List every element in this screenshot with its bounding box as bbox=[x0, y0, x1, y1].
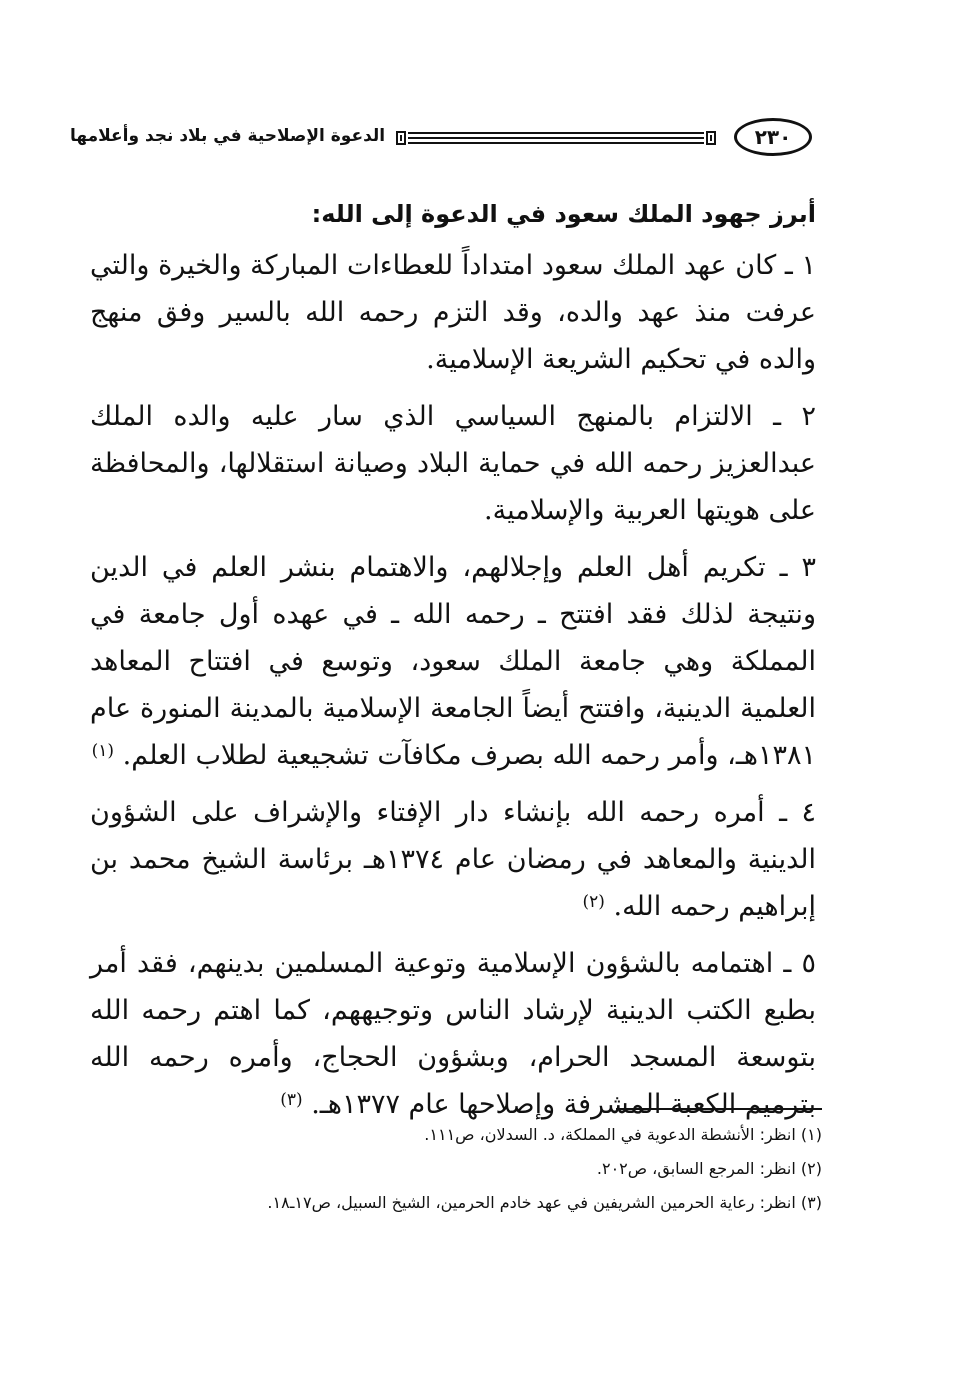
section-heading: أبرز جهود الملك سعود في الدعوة إلى الله: bbox=[311, 200, 816, 228]
paragraph-text: ٥ ـ اهتمامه بالشؤون الإسلامية وتوعية المسلمين بدينهم، فقد أمر بطبع الكتب الدينية لإرشاد الناس وتوجيههم، كما اهتم رحمه الله بتوسعة المسجد الحرام، وبشؤون الحجاج، وأمره رحمه الله بترميم الكعبة المشرفة وإصلاحها عام ١٣٧٧هـ. bbox=[90, 948, 816, 1120]
footnote-2: (٢) انظر: المرجع السابق، ص٢٠٢. bbox=[596, 1159, 822, 1178]
footnote-separator bbox=[616, 1108, 822, 1110]
paragraph-5 bbox=[90, 940, 816, 1128]
header-rule-end-left bbox=[396, 131, 406, 145]
footnote-3: (٣) انظر: رعاية الحرمين الشريفين في عهد خادم الحرمين، الشيخ السبيل، ص١٧ـ١٨. bbox=[267, 1193, 822, 1212]
footnote-reference[interactable]: (٢) bbox=[582, 892, 605, 912]
header-rule-end-right bbox=[706, 131, 716, 145]
page-header bbox=[70, 118, 820, 168]
page-number: ٢٣٠ bbox=[734, 118, 812, 156]
footnote-1: (١) انظر: الأنشطة الدعوية في المملكة، د. السدلان، ص١١١. bbox=[424, 1125, 822, 1144]
footnote-reference[interactable]: (١) bbox=[91, 741, 115, 761]
paragraph-text: ٣ ـ تكريم أهل العلم وإجلالهم، والاهتمام بنشر العلم في الدين ونتيجة لذلك فقد افتتح ـ رحمه الله ـ في عهده أول جامعة في المملكة وهي جامعة الملك سعود، وتوسع في افتتاح المعاهد العلمية الدينية، وافتتح أيضاً الجامعة الإسلامية بالمدينة المنورة عام ١٣٨١هـ، وأمر رحمه الله بصرف مكافآت تشجيعية لطلاب العلم. bbox=[90, 552, 816, 771]
footnotes bbox=[110, 1118, 822, 1220]
paragraph-text: ١ ـ كان عهد الملك سعود امتداداً للعطاءات المباركة والخيرة والتي عرفت منذ عهد والده، وقد التزم رحمه الله بالسير وفق منهج والده في تحكيم الشريعة الإسلامية. bbox=[90, 250, 816, 375]
paragraph-4 bbox=[90, 789, 816, 930]
footnote-reference[interactable]: (٣) bbox=[280, 1090, 303, 1110]
paragraph-text: ٤ ـ أمره رحمه الله بإنشاء دار الإفتاء والإشراف على الشؤون الدينية والمعاهد في رمضان عام ١٣٧٤هـ برئاسة الشيخ محمد بن إبراهيم رحمه الله. bbox=[90, 797, 816, 922]
paragraph-3 bbox=[90, 544, 816, 779]
main-content bbox=[90, 192, 816, 1138]
paragraph-1 bbox=[90, 242, 816, 383]
running-title: الدعوة الإصلاحية في بلاد نجد وأعلامها bbox=[70, 126, 386, 146]
paragraph-2 bbox=[90, 393, 816, 534]
header-rule bbox=[408, 132, 704, 144]
paragraph-text: ٢ ـ الالتزام بالمنهج السياسي الذي سار عليه والده الملك عبدالعزيز رحمه الله في حماية البلاد وصيانة استقلالها، والمحافظة على هويتها العربية والإسلامية. bbox=[90, 401, 816, 526]
